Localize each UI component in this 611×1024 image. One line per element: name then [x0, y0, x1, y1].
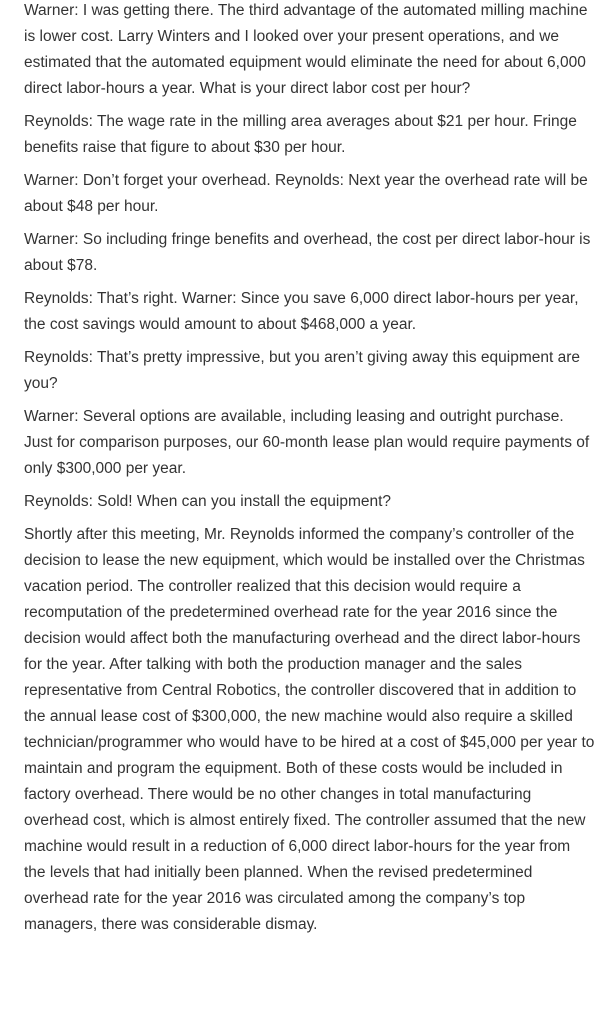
paragraph-warner-overhead: Warner: Don’t forget your overhead. Reynolds: Next year the overhead rate will be about $48 per hour. [24, 172, 588, 215]
document-body [24, 0, 596, 945]
paragraph-reynolds-impressive: Reynolds: That’s pretty impressive, but you aren’t giving away this equipment are you? [24, 349, 580, 392]
paragraph-controller-narrative: Shortly after this meeting, Mr. Reynolds informed the company’s controller of the decision to lease the new equipment, which would be installed over the Christmas vacation period. The controller realized that this decision would require a recomputation of the predetermined overhead rate for the year 2016 since the decision would affect both the manufacturing overhead and the direct labor-hours for the year. After talking with both the production manager and the sales representative from Central Robotics, the controller discovered that in addition to the annual lease cost of $300,000, the new machine would also require a skilled technician/programmer who would have to be hired at a cost of $45,000 per year to maintain and program the equipment. Both of these costs would be included in factory overhead. There would be no other changes in total manufacturing overhead cost, which is almost entirely fixed. The controller assumed that the new machine would result in a reduction of 6,000 direct labor-hours for the year from the levels that had initially been planned. When the revised predetermined overhead rate for the year 2016 was circulated among the company’s top managers, there was considerable dismay. [24, 526, 595, 933]
paragraph-reynolds-wage-rate: Reynolds: The wage rate in the milling area averages about $21 per hour. Fringe benefits raise that figure to about $30 per hour. [24, 113, 577, 156]
paragraph-lease-options: Warner: Several options are available, including leasing and outright purchase. Just for comparison purposes, our 60-month lease plan would require payments of only $300,000 per year. [24, 408, 590, 477]
paragraph-reynolds-sold: Reynolds: Sold! When can you install the equipment? [24, 493, 392, 510]
paragraph-warner-cost-per-hour: Warner: So including fringe benefits and overhead, the cost per direct labor-hour is about $78. [24, 231, 591, 274]
paragraph-warner-cost-advantage: Warner: I was getting there. The third advantage of the automated milling machine is lower cost. Larry Winters and I looked over your present operations, and we estimated that the automated equipment would eliminate the need for about 6,000 direct labor-hours a year. What is your direct labor cost per hour? [24, 2, 588, 97]
paragraph-cost-savings: Reynolds: That’s right. Warner: Since you save 6,000 direct labor-hours per year, the cost savings would amount to about $468,000 a year. [24, 290, 579, 333]
